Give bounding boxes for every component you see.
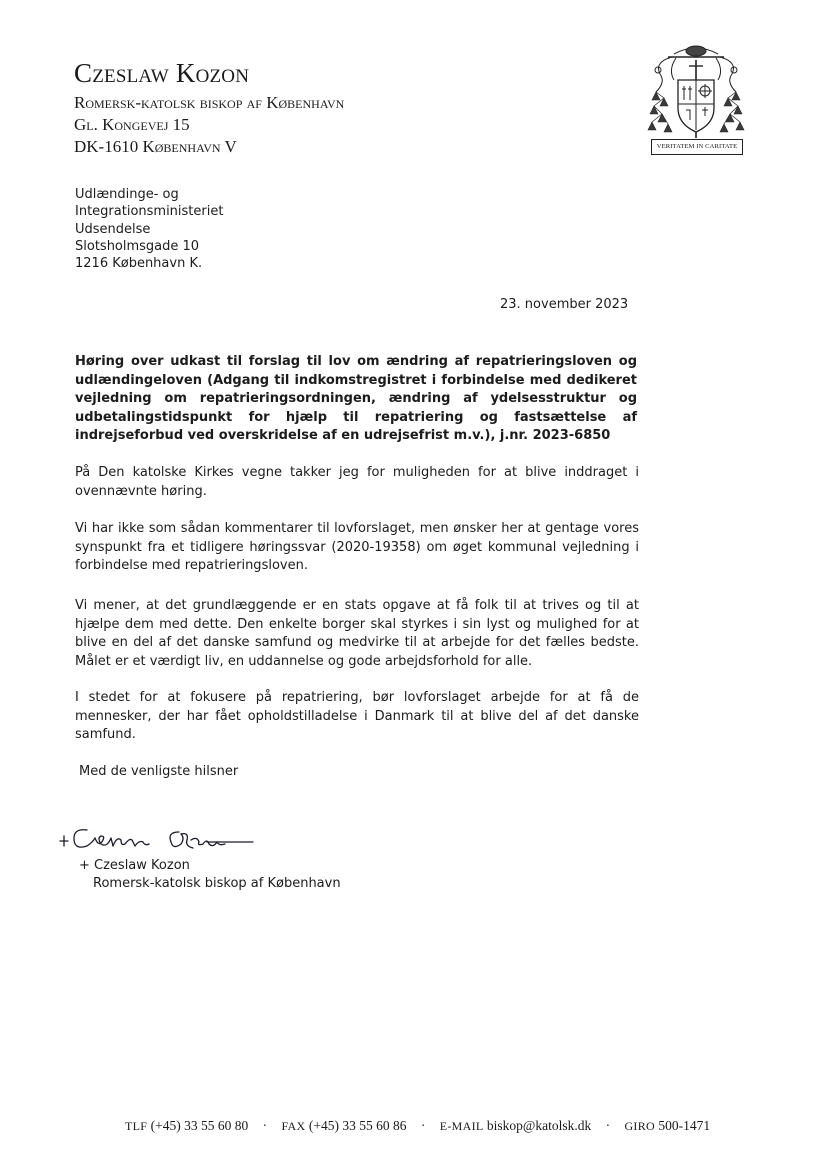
tlf-number: (+45) 33 55 60 80 bbox=[150, 1118, 249, 1133]
letterhead-city: DK-1610 København V bbox=[74, 137, 237, 156]
signer-title: Romersk-katolsk biskop af København bbox=[93, 876, 341, 891]
signer-name: + Czeslaw Kozon bbox=[79, 858, 190, 873]
recipient-line: Slotsholmsgade 10 bbox=[75, 238, 200, 254]
letterhead-title: Romersk-katolsk biskop af København bbox=[74, 93, 345, 112]
body-paragraph-1: På Den katolske Kirkes vegne takker jeg for muligheden for at blive inddraget i ovennævnte høring. bbox=[75, 465, 639, 499]
fax-number: (+45) 33 55 60 86 bbox=[308, 1118, 407, 1133]
fax-label: FAX bbox=[281, 1119, 306, 1133]
letterhead-name: Czeslaw Kozon bbox=[74, 58, 250, 88]
footer-separator: · bbox=[262, 1118, 268, 1133]
letterhead-street: Gl. Kongevej 15 bbox=[74, 115, 190, 134]
body-paragraph-2: Vi har ikke som sådan kommentarer til lovforslaget, men ønsker her at gentage vores synspunkt fra et tidligere høringssvar (2020-19358) om øget kommunal vejledning i forbindelse med repatrieringsloven. bbox=[75, 521, 639, 574]
recipient-line: 1216 København K. bbox=[75, 256, 203, 272]
recipient-line: Udsendelse bbox=[75, 221, 151, 237]
handwritten-signature bbox=[57, 822, 257, 858]
giro-number: 500-1471 bbox=[658, 1118, 711, 1133]
recipient-line: Integrationsministeriet bbox=[75, 204, 224, 220]
motto-scroll: VERITATEM IN CARITATE bbox=[651, 139, 743, 155]
body-paragraph-4: I stedet for at fokusere på repatriering, bør lovforslaget arbejde for at få de mennesker, der har fået opholdstilladelse i Danmark til at blive del af det danske samfund. bbox=[75, 690, 639, 743]
letter-date: 23. november 2023 bbox=[500, 297, 629, 312]
giro-label: GIRO bbox=[624, 1119, 655, 1133]
email-address: biskop@katolsk.dk bbox=[486, 1118, 592, 1133]
footer-contact bbox=[125, 1118, 710, 1134]
tlf-label: TLF bbox=[125, 1119, 148, 1133]
footer-separator: · bbox=[605, 1118, 611, 1133]
closing-salutation: Med de venligste hilsner bbox=[79, 764, 239, 779]
subject-heading: Høring over udkast til forslag til lov om ændring af repatrieringsloven og udlændingeloven (Adgang til indkomstregistret i forbindelse med dedikeret vejledning om repatrieringsordningen, ændring af ydelsesstruktur og udbetalingstidspunkt for hjælp til repatriering og fastsættelse af indrejseforbud ved overskridelse af en udrejsefrist m.v.), j.nr. 2023-6850 bbox=[75, 354, 637, 444]
footer-separator: · bbox=[420, 1118, 426, 1133]
body-paragraph-3: Vi mener, at det grundlæggende er en stats opgave at få folk til at trives og til at hjælpe dem med dette. Den enkelte borger skal styrkes i sin lyst og mulighed for at blive en del af det danske samfund og medvirke til at arbejde for det fælles bedste. Målet er et værdigt liv, en uddannelse og gode arbejdsforhold for alle. bbox=[75, 598, 639, 669]
recipient-line: Udlændinge- og bbox=[75, 187, 179, 202]
recipient-address bbox=[75, 186, 223, 272]
email-label: E-MAIL bbox=[439, 1119, 484, 1133]
signer-block bbox=[79, 857, 341, 893]
